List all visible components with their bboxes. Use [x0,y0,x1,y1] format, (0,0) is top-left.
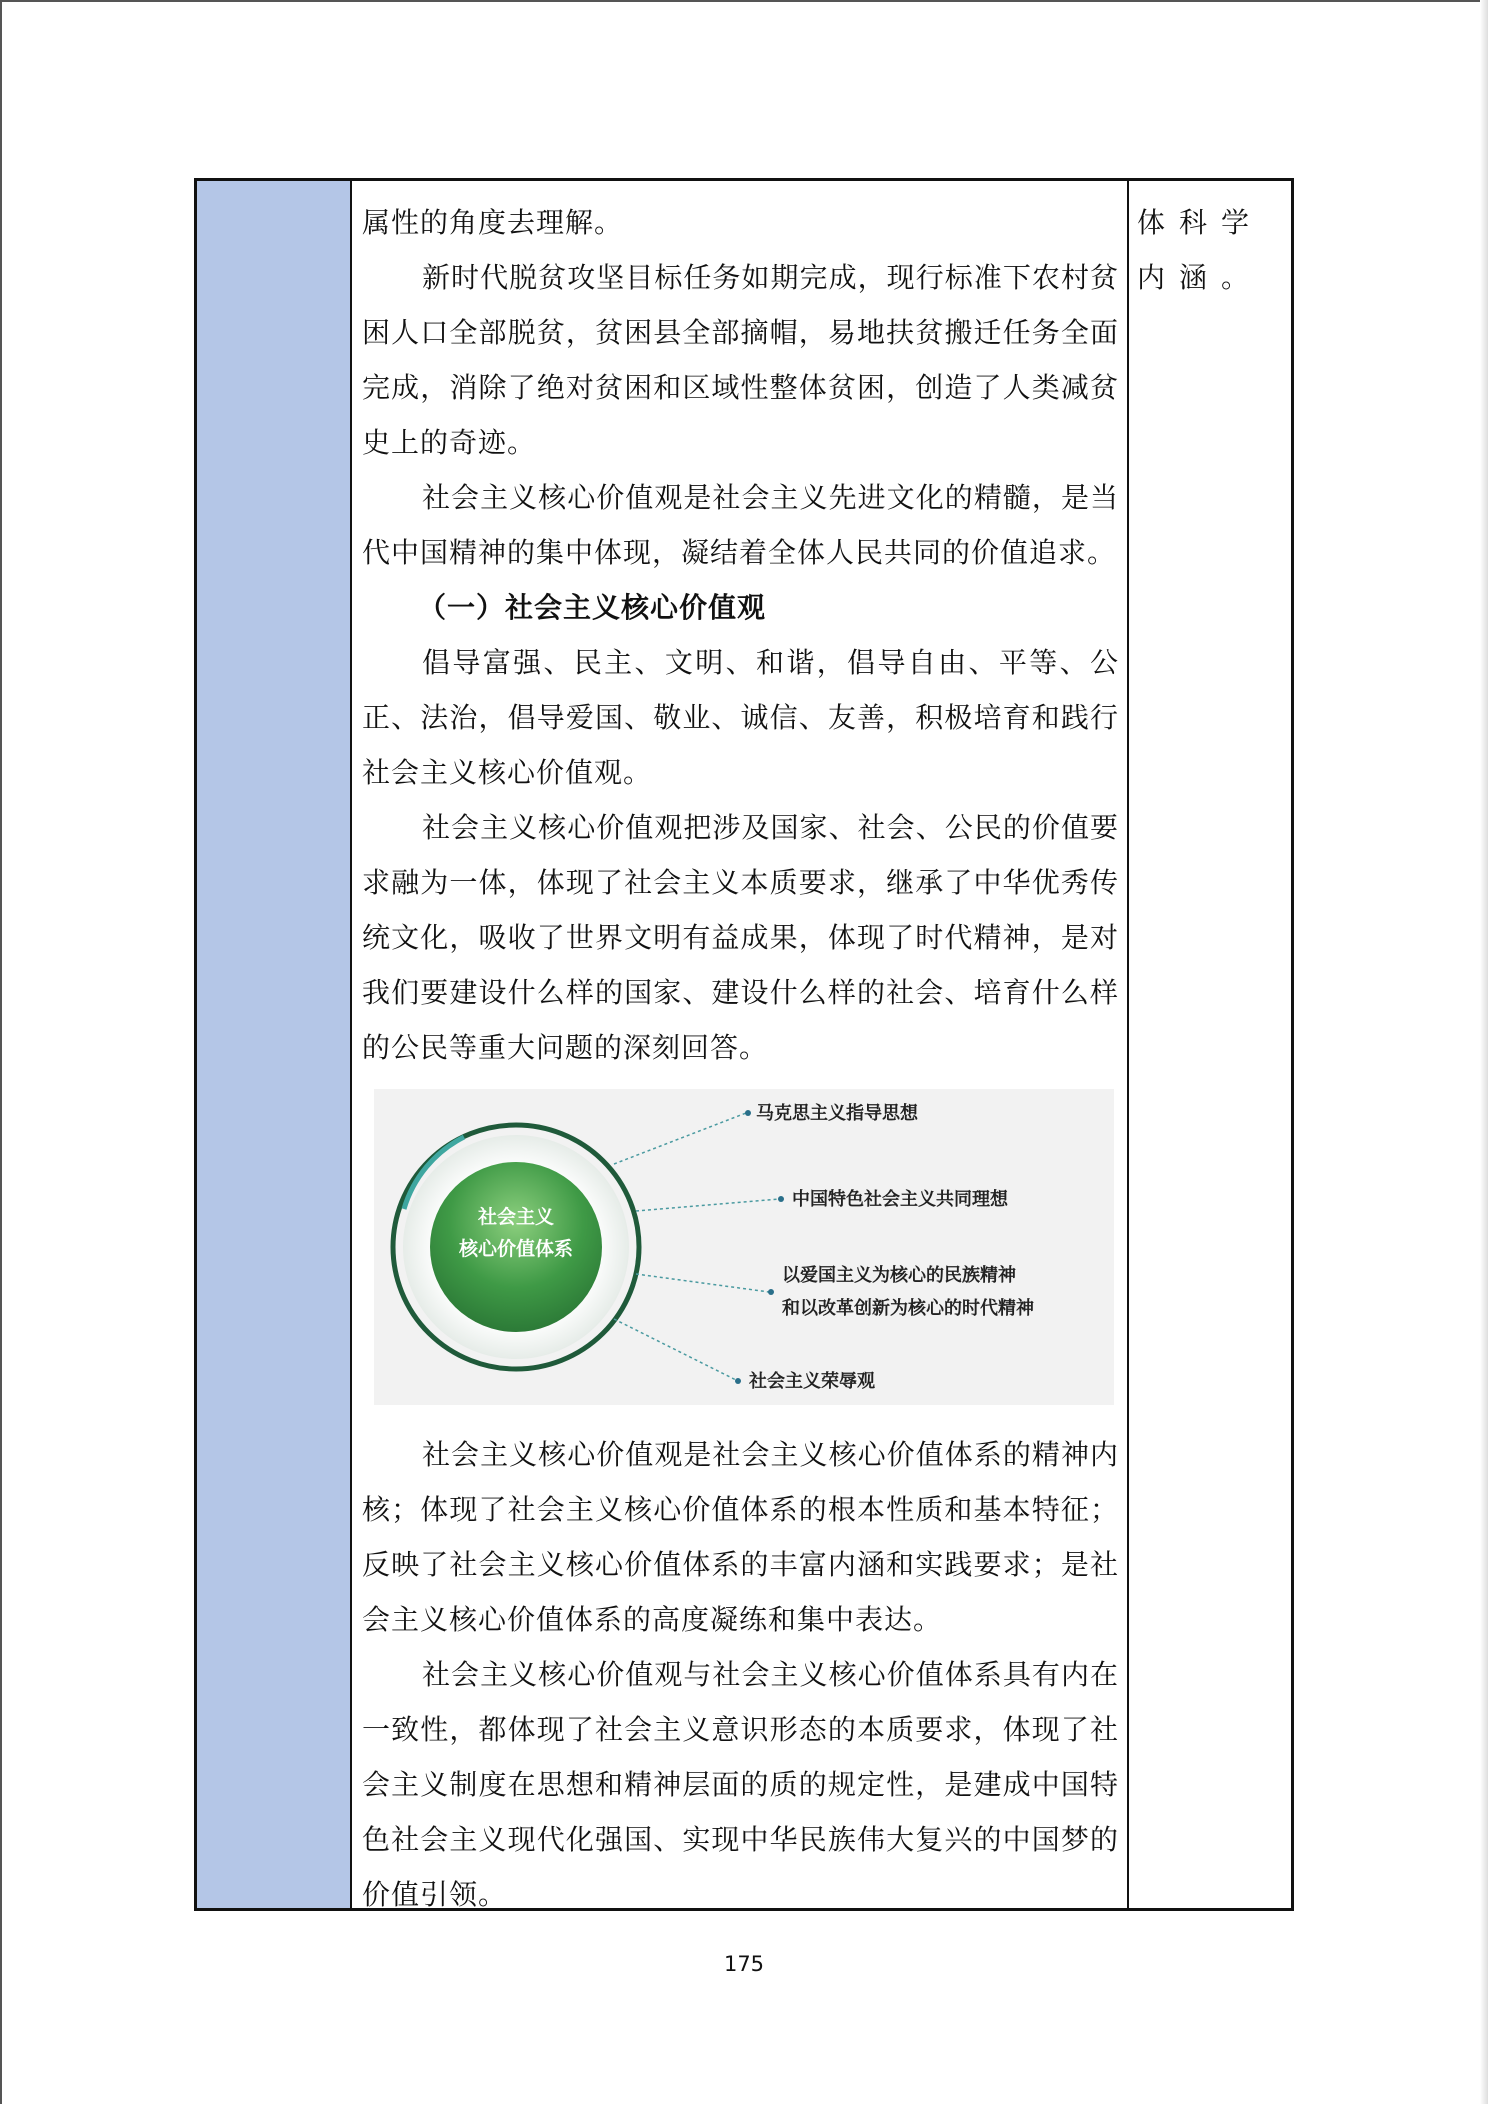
core-value-system-diagram [374,1089,1114,1405]
connector-1 [614,1113,746,1164]
diagram-svg [374,1089,1114,1405]
right-column [1129,181,1291,1908]
branch-label-2: 中国特色社会主义共同理想 [792,1189,1008,1210]
branch-label-3b: 和以改革创新为核心的时代精神 [782,1298,1034,1319]
paragraph-consistency: 社会主义核心价值观与社会主义核心价值体系具有内在一致性，都体现了社会主义意识形态的本质要求，体现了社会主义制度在思想和精神层面的质的规定性，是建成中国特色社会主义现代化强国、实现中华民族伟大复兴的中国梦的价值引领。 [362,1658,1119,1911]
paragraph-core-values-meaning: 社会主义核心价值观把涉及国家、社会、公民的价值要求融为一体，体现了社会主义本质要求，继承了中华优秀传统文化，吸收了世界文明有益成果，体现了时代精神，是对我们要建设什么样的国家、建设什么样的社会、培育什么样的公民等重大问题的深刻回答。 [362,811,1119,1064]
connector-3 [636,1274,769,1292]
section-heading: （一）社会主义核心价值观 [418,591,767,624]
connector-dot-4 [735,1378,741,1384]
left-column [197,181,352,1908]
right-note: 体科学内涵。 [1137,206,1264,294]
page-edge-shadow [1480,0,1488,2104]
main-column [352,181,1129,1911]
page-number: 175 [723,1952,765,1976]
connector-2 [636,1199,779,1211]
branch-label-4: 社会主义荣辱观 [749,1371,875,1392]
connector-dot-2 [778,1196,784,1202]
connector-4 [614,1319,736,1380]
paragraph-core-of-system: 社会主义核心价值观是社会主义核心价值体系的精神内核；体现了社会主义核心价值体系的根本性质和基本特征；反映了社会主义核心价值体系的丰富内涵和实践要求；是社会主义核心价值体系的高度凝练和集中表达。 [362,1438,1119,1636]
connector-dot-3 [768,1289,774,1295]
branch-label-1: 马克思主义指导思想 [756,1103,918,1124]
center-label-line1: 社会主义 [477,1206,555,1228]
paragraph-core-values-intro: 社会主义核心价值观是社会主义先进文化的精髓，是当代中国精神的集中体现，凝结着全体人民共同的价值追求。 [362,481,1119,569]
paragraph-poverty: 新时代脱贫攻坚目标任务如期完成，现行标准下农村贫困人口全部脱贫，贫困县全部摘帽，易地扶贫搬迁任务全面完成，消除了绝对贫困和区域性整体贫困，创造了人类减贫史上的奇迹。 [362,261,1119,459]
paragraph-continuation: 属性的角度去理解。 [362,206,624,239]
paragraph-core-values-list: 倡导富强、民主、文明、和谐，倡导自由、平等、公正、法治，倡导爱国、敬业、诚信、友善，积极培育和践行社会主义核心价值观。 [362,646,1119,789]
branch-label-3a: 以爱国主义为核心的民族精神 [782,1265,1016,1286]
center-label-line2: 核心价值体系 [458,1238,574,1260]
connector-dot-1 [745,1110,751,1116]
content-table [194,178,1294,1911]
